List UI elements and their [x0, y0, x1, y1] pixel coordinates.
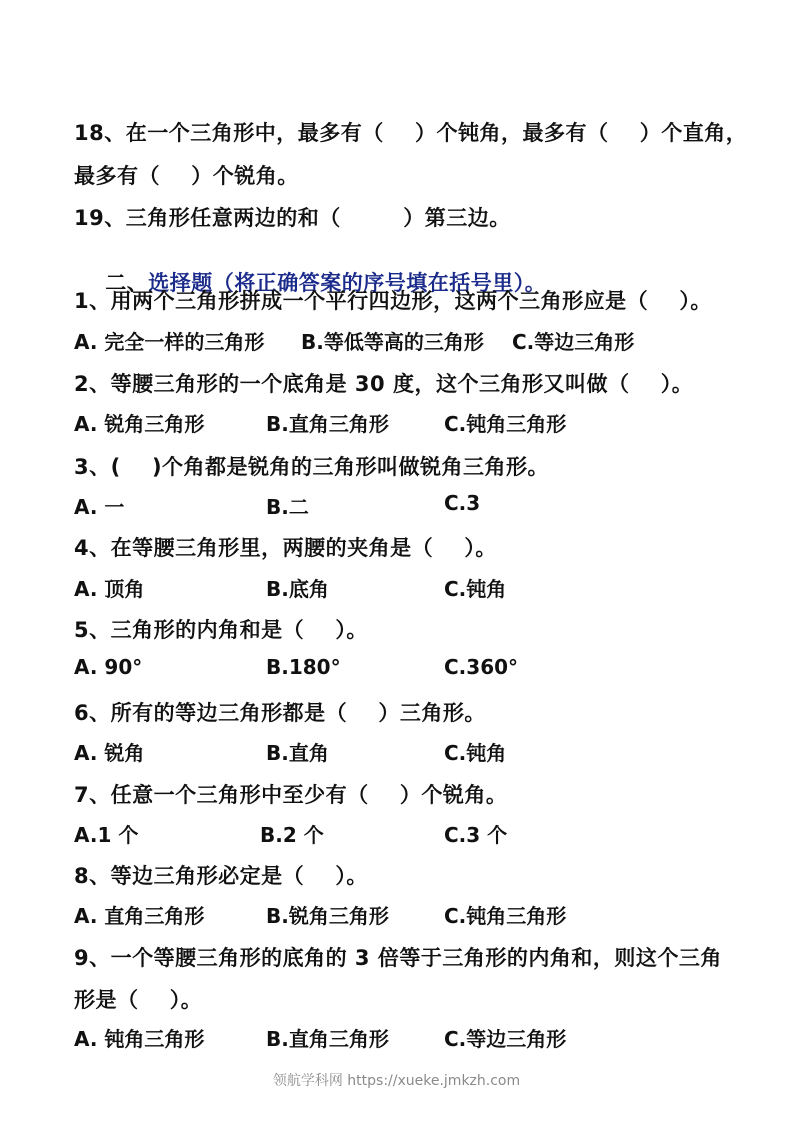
question-4: 4、在等腰三角形里，两腰的夹角是（ ）。 [74, 536, 497, 560]
option-3a: A. 一 [74, 495, 125, 519]
question-19: 19、三角形任意两边的和（ ）第三边。 [74, 206, 511, 230]
question-9-line-2: 形是（ ）。 [74, 988, 203, 1012]
option-7a: A.1 个 [74, 823, 139, 847]
option-1c: C.等边三角形 [512, 330, 635, 354]
option-9a: A. 钝角三角形 [74, 1027, 205, 1051]
option-6b: B.直角 [266, 741, 329, 765]
question-7: 7、任意一个三角形中至少有（ ）个锐角。 [74, 783, 508, 807]
option-1a: A. 完全一样的三角形 [74, 330, 265, 354]
option-9c: C.等边三角形 [444, 1027, 567, 1051]
question-8: 8、等边三角形必定是（ ）。 [74, 864, 368, 888]
option-8b: B.锐角三角形 [266, 904, 389, 928]
question-6: 6、所有的等边三角形都是（ ）三角形。 [74, 701, 486, 725]
option-5a: A. 90° [74, 655, 143, 679]
option-8c: C.钝角三角形 [444, 904, 567, 928]
option-4a: A. 顶角 [74, 577, 145, 601]
option-6c: C.钝角 [444, 741, 507, 765]
option-3b: B.二 [266, 495, 309, 519]
option-3c: C.3 [444, 491, 481, 515]
option-9b: B.直角三角形 [266, 1027, 389, 1051]
question-1: 1、用两个三角形拼成一个平行四边形，这两个三角形应是（ ）。 [74, 289, 712, 313]
option-7c: C.3 个 [444, 823, 508, 847]
footer-watermark: 领航学科网 https://xueke.jmkzh.com [272, 1073, 521, 1089]
question-2: 2、等腰三角形的一个底角是 30 度，这个三角形又叫做（ ）。 [74, 372, 694, 396]
option-6a: A. 锐角 [74, 741, 145, 765]
question-18-line-2: 最多有（ ）个锐角。 [74, 164, 299, 188]
question-9-line-1: 9、一个等腰三角形的底角的 3 倍等于三角形的内角和，则这个三角 [74, 946, 722, 970]
question-3: 3、( )个角都是锐角的三角形叫做锐角三角形。 [74, 455, 550, 479]
option-7b: B.2 个 [260, 823, 324, 847]
option-4b: B.底角 [266, 577, 329, 601]
option-2b: B.直角三角形 [266, 412, 389, 436]
option-8a: A. 直角三角形 [74, 904, 205, 928]
option-1b: B.等低等高的三角形 [301, 330, 484, 354]
option-5b: B.180° [266, 655, 341, 679]
question-18-line-1: 18、在一个三角形中，最多有（ ）个钝角，最多有（ ）个直角， [74, 121, 748, 145]
option-2c: C.钝角三角形 [444, 412, 567, 436]
section-number: 二、 [105, 271, 149, 295]
section-title: 选择题（将正确答案的序号填在括号里）。 [148, 271, 547, 295]
option-2a: A. 锐角三角形 [74, 412, 205, 436]
option-4c: C.钝角 [444, 577, 507, 601]
question-5: 5、三角形的内角和是（ ）。 [74, 618, 368, 642]
option-5c: C.360° [444, 655, 519, 679]
